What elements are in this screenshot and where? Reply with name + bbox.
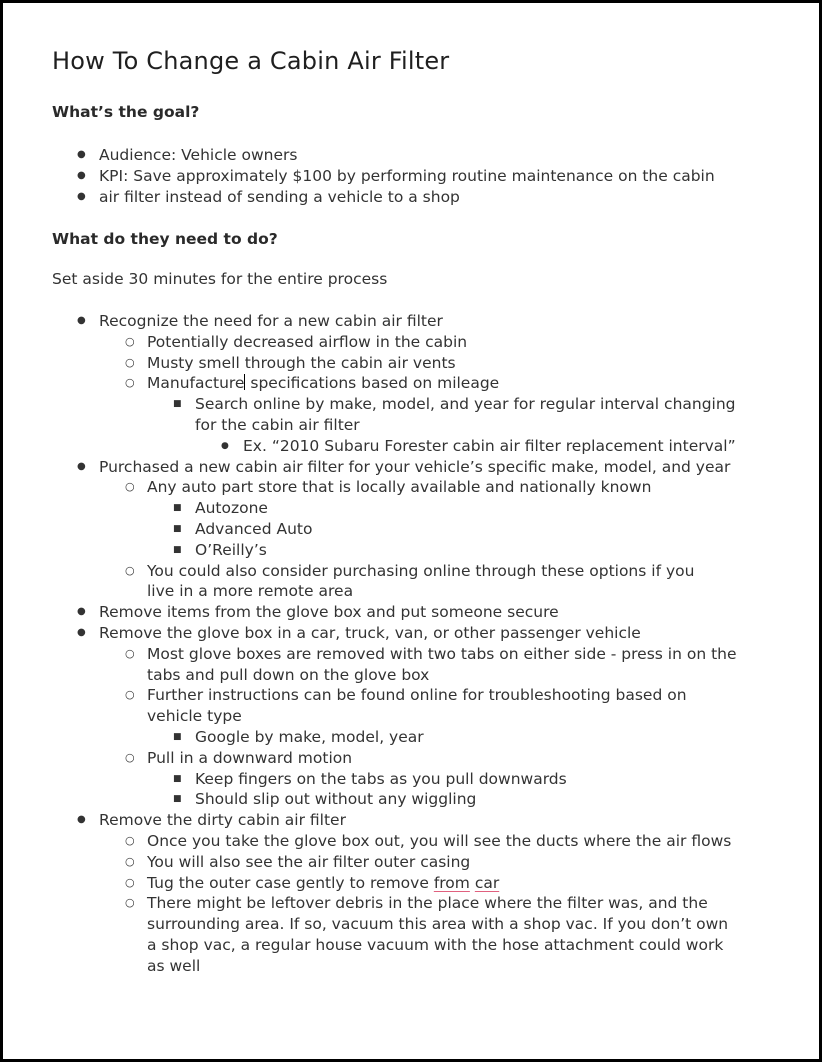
list-item: ■ Search online by make, model, and year for regular interval changing xyxy=(195,394,737,415)
list-item-continuation: surrounding area. If so, vacuum this area with a shop vac. If you don’t own xyxy=(147,915,729,934)
list-item: ● Ex. “2010 Subaru Forester cabin air filter replacement interval” xyxy=(243,436,737,457)
list-item: ● Remove the dirty cabin air filter xyxy=(99,810,737,831)
list-item: ● Audience: Vehicle owners xyxy=(99,145,715,166)
list-item-continuation: tabs and pull down on the glove box xyxy=(147,665,430,684)
list-item: ● KPI: Save approximately $100 by performing routine maintenance on the cabin xyxy=(99,166,715,187)
list-item: ○ There might be leftover debris in the place where the filter was, and the xyxy=(147,893,737,914)
list-item: ● Remove the glove box in a car, truck, van, or other passenger vehicle xyxy=(99,623,737,644)
page-title: How To Change a Cabin Air Filter xyxy=(52,47,450,75)
list-item-continuation: for the cabin air filter xyxy=(195,415,360,434)
spellcheck-word[interactable]: from xyxy=(433,873,470,892)
list-item xyxy=(147,373,737,394)
spellcheck-word[interactable]: car xyxy=(474,873,500,892)
list-item: ○ You could also consider purchasing online through these options if you xyxy=(147,561,737,582)
steps-list xyxy=(3,311,737,977)
list-item: ● Recognize the need for a new cabin air filter xyxy=(99,311,737,332)
list-item: ● Remove items from the glove box and put someone secure xyxy=(99,602,737,623)
list-item-continuation: vehicle type xyxy=(147,707,242,726)
list-item: ○ Most glove boxes are removed with two tabs on either side - press in on the xyxy=(147,644,737,665)
list-item: ■ Should slip out without any wiggling xyxy=(195,789,737,810)
list-item xyxy=(147,873,737,894)
list-item: ○ Musty smell through the cabin air vents xyxy=(147,353,737,374)
time-note: Set aside 30 minutes for the entire process xyxy=(52,270,388,288)
todo-heading: What do they need to do? xyxy=(52,230,278,248)
list-item-continuation: a shop vac, a regular house vacuum with the hose attachment could work xyxy=(147,935,724,954)
list-item-text: specifications based on mileage xyxy=(245,374,500,393)
list-item-text: Tug the outer case gently to remove xyxy=(147,873,434,892)
list-item: ● Purchased a new cabin air filter for your vehicle’s specific make, model, and year xyxy=(99,457,737,478)
list-item-text: Manufacture xyxy=(147,374,245,393)
list-item: ■ Advanced Auto xyxy=(195,519,737,540)
list-item: ○ Potentially decreased airflow in the cabin xyxy=(147,332,737,353)
goal-heading: What’s the goal? xyxy=(52,103,200,121)
list-item-continuation: live in a more remote area xyxy=(147,582,354,601)
list-item-continuation: as well xyxy=(147,956,201,975)
list-item-continuation-text: air filter instead of sending a vehicle to a shop xyxy=(99,187,460,206)
list-item: ○ Any auto part store that is locally available and nationally known xyxy=(147,477,737,498)
list-item: ○ Pull in a downward motion xyxy=(147,748,737,769)
list-item: ■ Keep fingers on the tabs as you pull downwards xyxy=(195,769,737,790)
list-item: ○ You will also see the air filter outer casing xyxy=(147,852,737,873)
list-item: ■ O’Reilly’s xyxy=(195,540,737,561)
goal-list xyxy=(3,145,715,207)
list-item: ■ Google by make, model, year xyxy=(195,727,737,748)
list-item: ■ Autozone xyxy=(195,498,737,519)
list-item: ○ Once you take the glove box out, you will see the ducts where the air flows xyxy=(147,831,737,852)
list-item: ○ Further instructions can be found online for troubleshooting based on xyxy=(147,685,737,706)
list-item-continuation xyxy=(99,187,715,208)
